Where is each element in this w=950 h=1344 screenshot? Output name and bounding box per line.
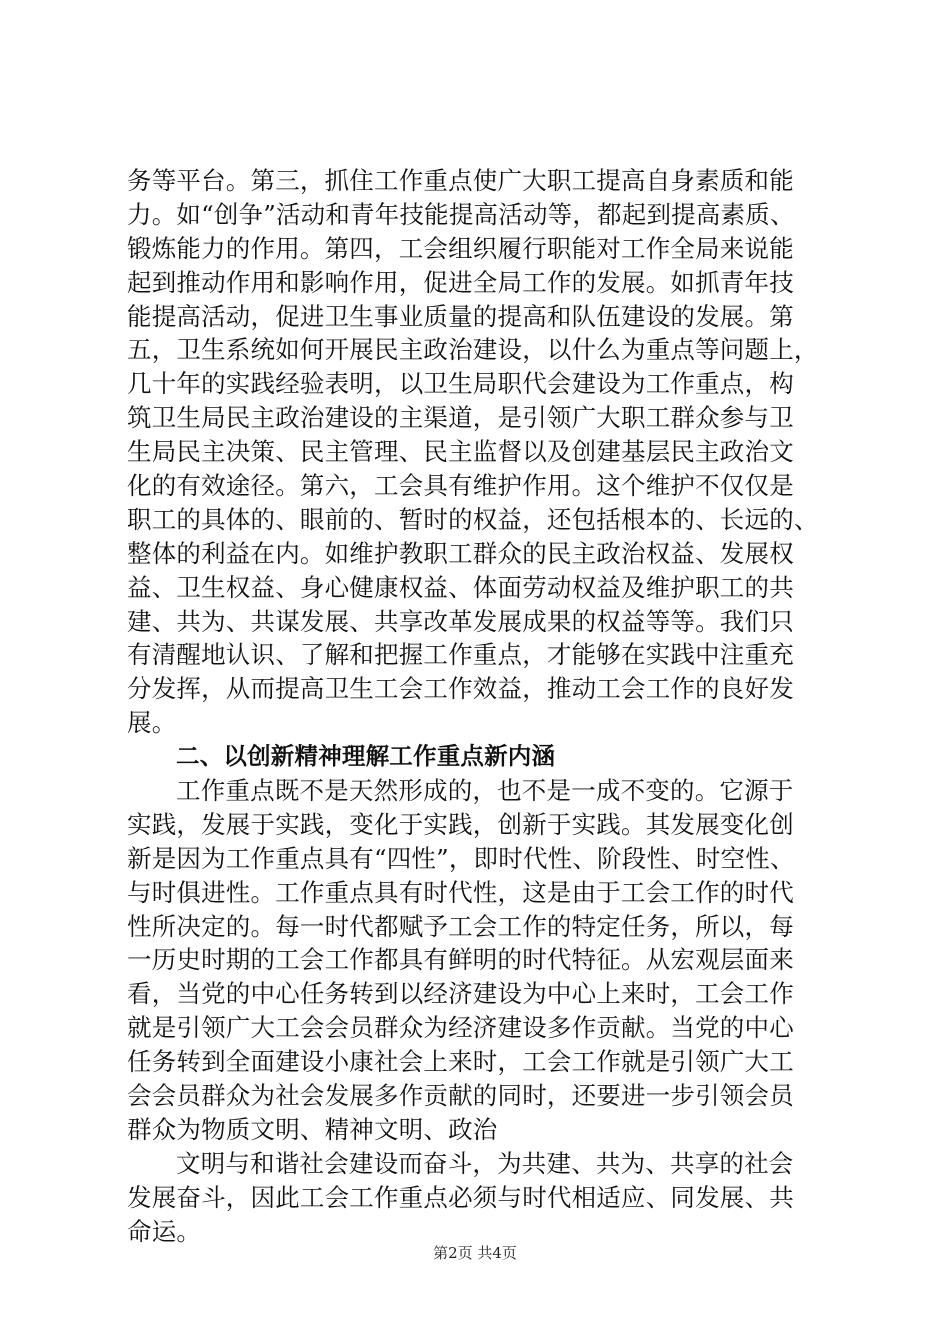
paragraph-line: 建、共为、共谋发展、共享改革发展成果的权益等等。我们只 [127, 606, 794, 636]
paragraph-line: 工作重点既不是天然形成的，也不是一成不变的。它源于 [176, 776, 794, 806]
paragraph-line: 化的有效途径。第六，工会具有维护作用。这个维护不仅仅是 [127, 471, 794, 501]
paragraph-line: 一历史时期的工会工作都具有鲜明的时代特征。从宏观层面来 [127, 945, 794, 975]
paragraph-line: 命运。 [127, 1216, 202, 1246]
page-number-label: 第2页 共4页 [433, 1244, 517, 1262]
document-body [127, 164, 827, 1249]
paragraph-line: 群众为物质文明、精神文明、政治 [127, 1114, 498, 1144]
paragraph-line: 筑卫生局民主政治建设的主渠道，是引领广大职工群众参与卫 [127, 403, 794, 433]
paragraph-line: 整体的利益在内。如维护教职工群众的民主政治权益、发展权 [127, 538, 794, 568]
paragraph-line: 有清醒地认识、了解和把握工作重点，才能够在实践中注重充 [127, 640, 794, 670]
paragraph-line: 分发挥，从而提高卫生工会工作效益，推动工会工作的良好发 [127, 674, 794, 704]
paragraph-line: 起到推动作用和影响作用，促进全局工作的发展。如抓青年技 [127, 267, 794, 297]
page-footer [0, 1243, 950, 1263]
section-heading: 二、以创新精神理解工作重点新内涵 [176, 742, 556, 771]
paragraph-line: 务等平台。第三，抓住工作重点使广大职工提高自身素质和能 [127, 166, 794, 195]
paragraph-line: 发展奋斗，因此工会工作重点必须与时代相适应、同发展、共 [127, 1182, 794, 1212]
paragraph-line: 看，当党的中心任务转到以经济建设为中心上来时，工会工作 [127, 979, 794, 1009]
paragraph-line: 展。 [127, 708, 177, 738]
paragraph-line: 性所决定的。每一时代都赋予工会工作的特定任务，所以，每 [127, 911, 794, 941]
paragraph-line: 新是因为工作重点具有“四性”，即时代性、阶段性、时空性、 [127, 843, 795, 873]
paragraph-line: 生局民主决策、民主管理、民主监督以及创建基层民主政治文 [127, 437, 794, 467]
paragraph-line: 五，卫生系统如何开展民主政治建设，以什么为重点等问题上， [127, 335, 819, 365]
paragraph-line: 与时俱进性。工作重点具有时代性，这是由于工会工作的时代 [127, 877, 794, 907]
paragraph-line: 锻炼能力的作用。第四，工会组织履行职能对工作全局来说能 [127, 233, 794, 263]
paragraph-line: 职工的具体的、眼前的、暂时的权益，还包括根本的、长远的、 [127, 504, 819, 534]
paragraph-line: 几十年的实践经验表明，以卫生局职代会建设为工作重点，构 [127, 369, 794, 399]
paragraph-line: 益、卫生权益、身心健康权益、体面劳动权益及维护职工的共 [127, 572, 794, 602]
paragraph-line: 任务转到全面建设小康社会上来时，工会工作就是引领广大工 [127, 1047, 794, 1077]
paragraph-line: 力。如“创争”活动和青年技能提高活动等，都起到提高素质、 [127, 199, 795, 229]
paragraph-line: 文明与和谐社会建设而奋斗，为共建、共为、共享的社会 [176, 1148, 794, 1178]
paragraph-line: 能提高活动，促进卫生事业质量的提高和队伍建设的发展。第 [127, 301, 794, 331]
paragraph-line: 就是引领广大工会会员群众为经济建设多作贡献。当党的中心 [127, 1013, 794, 1043]
paragraph-line: 实践，发展于实践，变化于实践，创新于实践。其发展变化创 [127, 809, 794, 839]
paragraph-line: 会会员群众为社会发展多作贡献的同时，还要进一步引领会员 [127, 1081, 794, 1111]
